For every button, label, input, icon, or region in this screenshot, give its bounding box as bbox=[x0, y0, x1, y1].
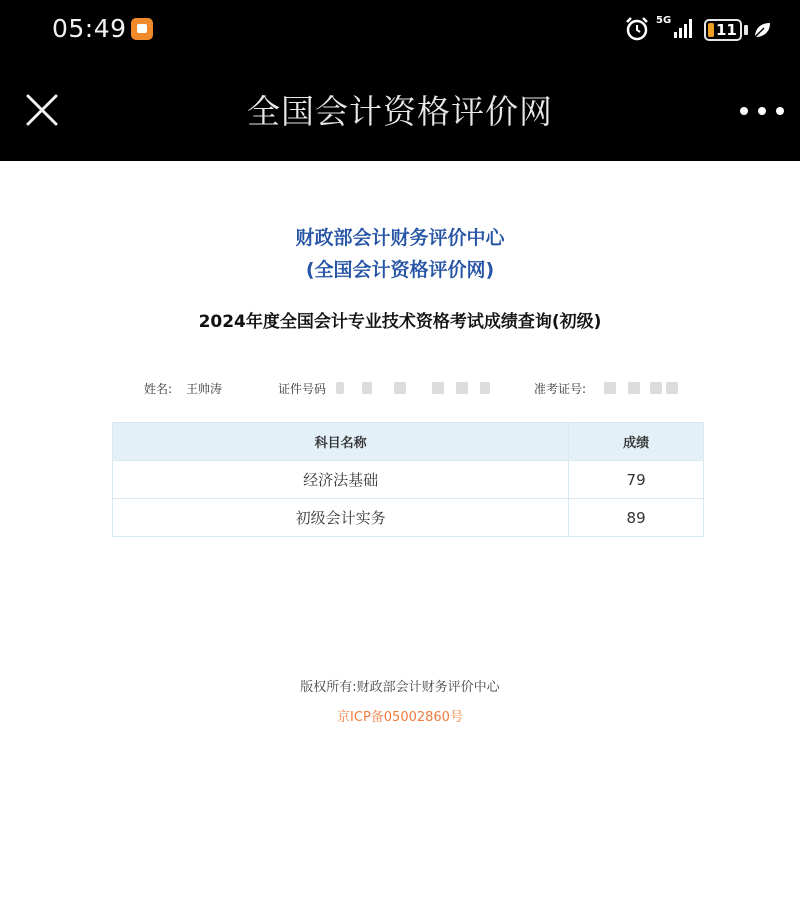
battery-fill bbox=[708, 23, 714, 37]
redacted-exam-number bbox=[628, 382, 640, 394]
leaf-icon bbox=[752, 20, 772, 40]
query-title: 2024年度全国会计专业技术资格考试成绩查询(初级) bbox=[198, 312, 602, 332]
table-row bbox=[113, 499, 704, 537]
battery-icon bbox=[704, 19, 742, 41]
score-cell: 79 bbox=[569, 461, 704, 499]
id-number-label: 证件号码 bbox=[278, 382, 327, 396]
subject-cell: 初级会计实务 bbox=[113, 499, 569, 537]
header-subject: 科目名称 bbox=[113, 423, 569, 461]
score-cell: 89 bbox=[569, 499, 704, 537]
status-time: 05:49 bbox=[52, 14, 127, 43]
web-content bbox=[0, 161, 800, 913]
redacted-id-number bbox=[432, 382, 444, 394]
more-dot bbox=[776, 107, 784, 115]
notification-app-icon bbox=[131, 18, 153, 40]
subject-cell: 经济法基础 bbox=[113, 461, 569, 499]
name-value: 王帅涛 bbox=[186, 382, 223, 396]
redacted-id-number bbox=[480, 382, 490, 394]
footer-icp-link[interactable]: 京ICP备05002860号 bbox=[337, 710, 463, 725]
table-row bbox=[113, 461, 704, 499]
redacted-exam-number bbox=[650, 382, 662, 394]
redacted-exam-number bbox=[604, 382, 616, 394]
redacted-id-number bbox=[394, 382, 406, 394]
redacted-id-number bbox=[336, 382, 344, 394]
signal-strength-icon bbox=[656, 16, 696, 42]
footer-copyright: 版权所有:财政部会计财务评价中心 bbox=[300, 680, 500, 695]
redacted-id-number bbox=[362, 382, 372, 394]
org-title: 财政部会计财务评价中心 bbox=[295, 227, 505, 249]
battery-level: 11 bbox=[716, 21, 737, 39]
score-table bbox=[112, 422, 704, 537]
exam-number-label: 准考证号: bbox=[534, 382, 587, 396]
status-bar bbox=[0, 0, 800, 62]
more-dot bbox=[758, 107, 766, 115]
alarm-clock-icon bbox=[624, 16, 650, 42]
redacted-id-number bbox=[456, 382, 468, 394]
header-score: 成绩 bbox=[569, 423, 704, 461]
app-title: 全国会计资格评价网 bbox=[247, 92, 553, 131]
battery-cap bbox=[744, 25, 748, 35]
candidate-info bbox=[0, 379, 800, 399]
name-label: 姓名: bbox=[144, 382, 173, 396]
table-header-row bbox=[113, 423, 704, 461]
more-dot bbox=[740, 107, 748, 115]
app-bar bbox=[0, 62, 800, 161]
more-options-icon[interactable] bbox=[738, 104, 786, 118]
redacted-exam-number bbox=[666, 382, 678, 394]
network-type-label: 5G bbox=[656, 15, 672, 26]
org-subtitle: (全国会计资格评价网) bbox=[305, 259, 495, 281]
